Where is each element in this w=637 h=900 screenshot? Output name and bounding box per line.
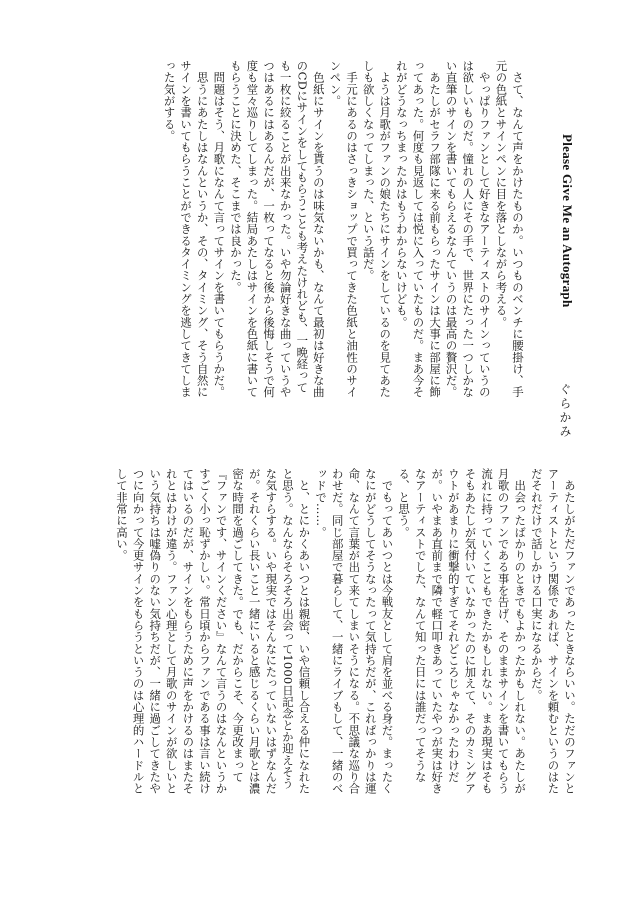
upper-text-block (100, 60, 526, 400)
paragraph: あたしがセラフ部隊に来る前もらったサインは大事に部屋に飾ってあった。何度も見返しては悦に入っていたものだ。まあ今それがどうなっちまったかはもうわからないけども。 (394, 60, 443, 398)
paragraph: と、とにかくあいつとは親密、いや信頼し合える仲になれたと思う。なんならそろそろ出会って1000日記念とか迎えそうな気すらする。いや現実ではそんなにたっていないはずなんだが。それくらい長いこと一緒にいると感じるくらい月歌とは濃密な時間を過ごしてきた。でも、だからこそ、今更改まって『ファンです、サインください』なんて言うのはなんというかすごく小っ恥ずかしい。常日頃からファンである事は言い続けてはいるのだが、サインをもらうために声をかけるのはまたそれとはわけが違う。ファン心理として月歌のサインが欲しいという気持ちは嘘偽りのない気持ちだが、一緒に過ごしてきたやつに向かって今更サインをもらうというのは心理的ハードルとして非常に高い。 (114, 468, 312, 795)
paragraph: 出会ったばかりのときでもよかったかもしれない。あたしが月歌のファンである事を告げ、そのままサインを書いてもらう流れに持っていくこともできたかもしれない。まあ現実はそもそもあたしが気付いていなかったのに加えて、そのカミングアウトがあまりに衝撃的すぎてそれどころじゃなかったわけだが。いやまあ直前まで隣で軽口叩きあっていたやつが実は好きなアーティストでした、なんて知った日には誰だってそうなる、と思う。 (397, 468, 528, 795)
paragraph: 思うにあたしはなんというか、その、タイミング、そう自然にサインを書いてもらうことができるタイミングを逃してきてしまった気がする。 (162, 60, 210, 398)
paragraph: ようは月歌がファンの娘たちにサインをしているのを見てあたしも欲しくなってしまった、という話だ。 (361, 60, 393, 398)
paragraph: 問題はそう、月歌になんて言ってサインを書いてもらうかだ。 (212, 60, 227, 398)
paragraph: 手元にあるのはさっきショップで買ってきた色紙と油性のサインペン。 (328, 60, 360, 398)
paragraph: やっぱりファンとして好きなアーティストのサインっていうのは欲しいものだ。憧れの人にその手で、世界にたった一つしかない直筆のサインを書いてもらえるなんていうのは最高の贅沢だ。 (444, 60, 492, 398)
paragraph: でもってあいつとは今戦友として肩を並べる身だ。まったくなにがどうしてそうなったって気持ちだが、これぱっかりは運命、なんて言葉が出て来てしまいそうになる。不思議な巡り合わせだ。同じ部屋で暮らして、一緒にライブもして、一緒のベッドで……。 (314, 468, 395, 795)
paragraph: 色紙にサインを貰うのは味気ないかも、なんて最初は好きな曲のCDにサインをしてもらうことも考えたけれども、一晩経っても一枚に絞ることが出来なかった。いや勿論好きな曲っていうやつはあるにはあるんだが、一枚ってなると後から後悔しそうで何度も堂々巡りしてしまった。結局あたしはサインを色紙に書いてもらうことに決めた、そこまでは良かった。 (228, 60, 326, 398)
paragraph: さて、なんて声をかけたものか。いつものベンチに腰掛け、手元の色紙とサインペンに目を落としながら考える。 (494, 60, 525, 398)
paragraph: あたしがただファンであったときならいい。ただのファンとアーティストという関係であれば、サインを頼むというのはただそれだけで話しかける口実になるからだ。 (529, 468, 577, 795)
story-title: Please Give Me an Autograph (560, 134, 575, 308)
author-name: ぐらかみ (558, 383, 572, 439)
lower-text-block (100, 468, 578, 800)
